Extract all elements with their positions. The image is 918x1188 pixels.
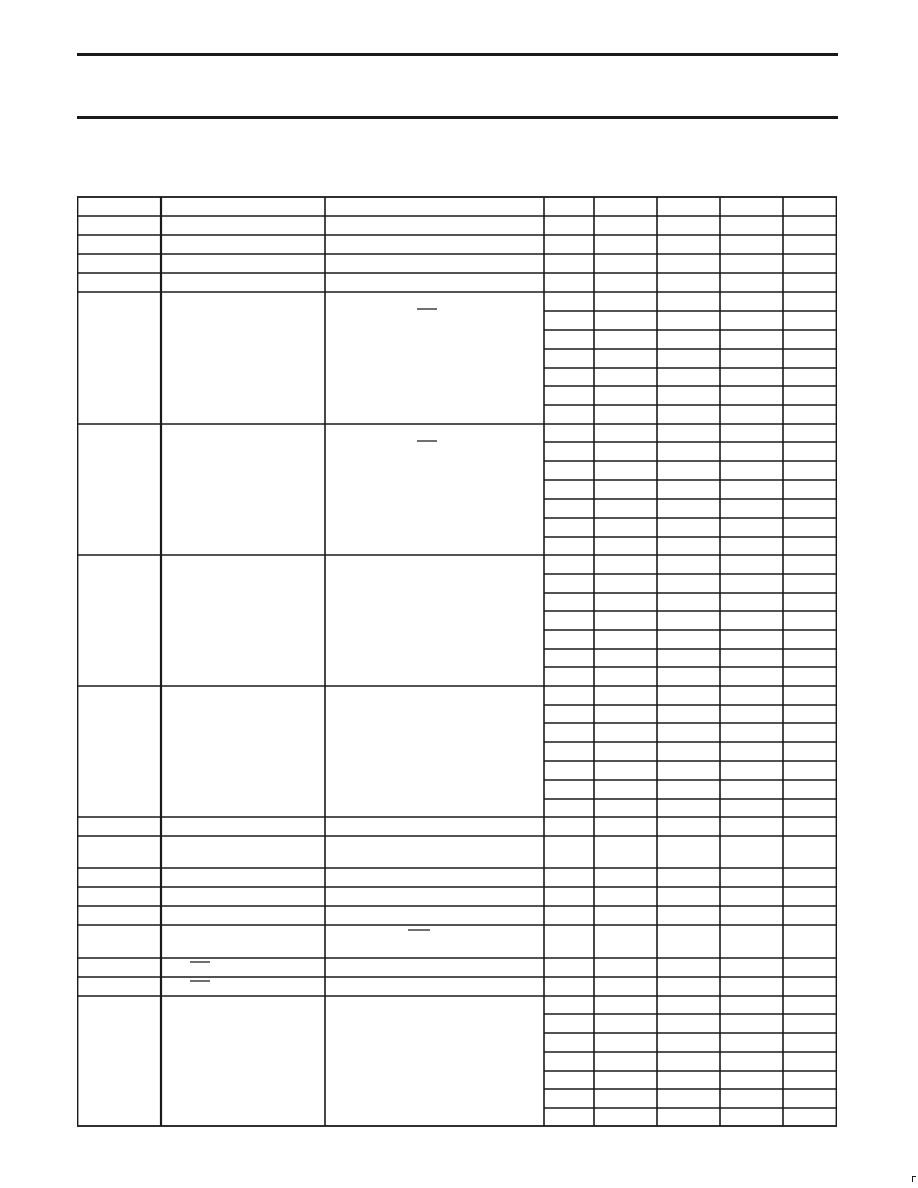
crop-mark-icon: [912, 1176, 916, 1182]
header-rule-bottom: [77, 116, 838, 119]
table-border: [78, 197, 837, 1126]
table-grid: [77, 196, 837, 1127]
header-rule-top: [77, 53, 838, 56]
group-dividers: [77, 216, 837, 996]
column-dividers: [161, 197, 783, 1126]
overbar-marks: [190, 309, 437, 981]
spec-table: [77, 196, 837, 1127]
sub-row-dividers: [544, 311, 837, 1108]
